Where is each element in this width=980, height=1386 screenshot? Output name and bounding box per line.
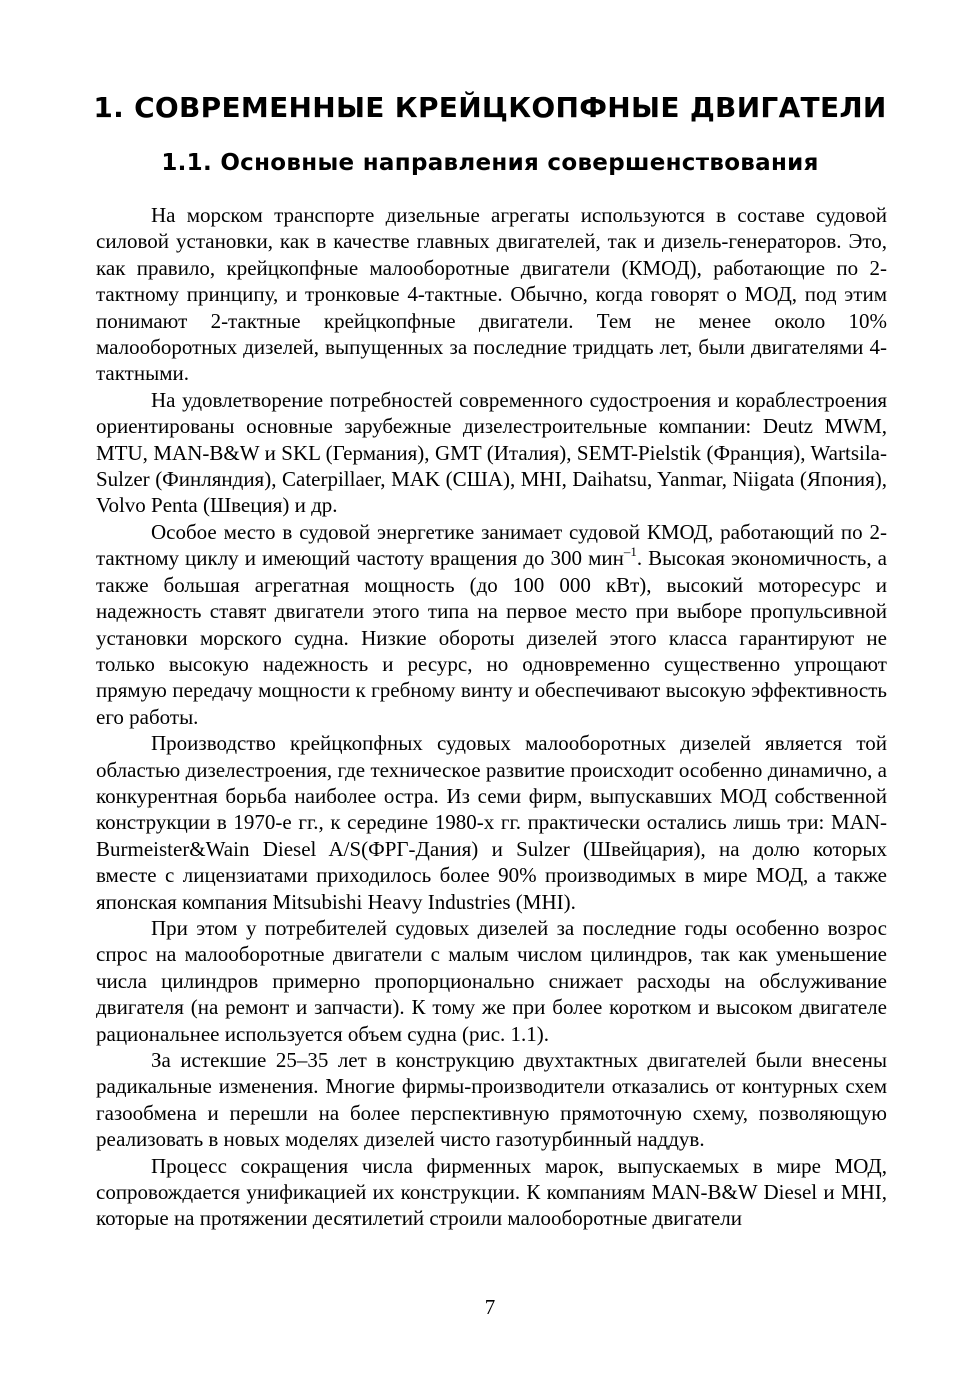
- paragraph-2: На удовлетворение потребностей современного судостроения и кораблестроения ориентированы основные зарубежные дизелестроительные компании: Deutz MWM, MTU, MAN-B&W и SKL (Германия), GMT (Италия), SEMT-Pielstik (Франция), Wartsila-Sulzer (Финляндия), Caterpillaer, MAK (США), MHI, Daihatsu, Yanmar, Niigata (Япония), Volvo Penta (Швеция) и др.: [96, 387, 887, 518]
- paragraph-6: За истекшие 25–35 лет в конструкцию двухтактных двигателей были внесены радикальные изменения. Многие фирмы-производители отказались от контурных схем газообмена и перешли на более перспективную прямоточную схему, позволяющую реализовать в новых моделях дизелей чисто газотурбинный наддув.: [96, 1048, 887, 1152]
- paragraph-7: Процесс сокращения числа фирменных марок, выпускаемых в мире МОД, сопровождается унификацией их конструкции. К компаниям MAN-B&W Diesel и MHI, которые на протяжении десятилетий строили малооборотные двигатели: [96, 1153, 887, 1231]
- paragraph-5: При этом у потребителей судовых дизелей за последние годы особенно возрос спрос на малооборотные двигатели с малым числом цилиндров, так как уменьшение числа цилиндров примерно пропорционально снижает расходы на обслуживание двигателя (на ремонт и запчасти). К тому же при более коротком и высоком двигателе рациональнее используется объем судна (рис. 1.1).: [96, 915, 887, 1046]
- paragraph-1: На морском транспорте дизельные агрегаты используются в составе судовой силовой установки, как в качестве главных двигателей, так и дизель-генераторов. Это, как правило, крейцкопфные малооборотные двигатели (КМОД), работающие по 2-тактному принципу, и тронковые 4-тактные. Обычно, когда говорят о МОД, под этим понимают 2-тактные крейцкопфные двигатели. Тем не менее около 10% малооборотных дизелей, выпущенных за последние тридцать лет, были двигателями 4-тактными.: [96, 203, 887, 386]
- body-text: [96, 202, 887, 1232]
- paragraph-3: [96, 519, 887, 730]
- paragraph-3-part-1: Особое место в судовой энергетике занимает судовой КМОД, работающий по 2-тактному циклу и имеющий частоту вращения до 300 мин: [96, 519, 887, 571]
- paragraph-4: Производство крейцкопфных судовых малооборотных дизелей является той областью дизелестроения, где техническое развитие происходит особенно динамично, а конкурентная борьба наиболее остра. Из семи фирм, выпускавших МОД собственной конструкции в 1970-е гг., к середине 1980-х гг. практически остались лишь три: MAN-Burmeister&Wain Diesel A/S(ФРГ-Дания) и Sulzer (Швейцария), на долю которых вместе с лицензиатами приходилось более 90% производимых в мире МОД, а также японская компания Mitsubishi Heavy Industries (MHI).: [96, 731, 887, 914]
- chapter-title: 1. СОВРЕМЕННЫЕ КРЕЙЦКОПФНЫЕ ДВИГАТЕЛИ: [93, 91, 887, 124]
- page-number: 7: [484, 1295, 496, 1319]
- paragraph-3-part-2: . Высокая экономичность, а также большая агрегатная мощность (до 100 000 кВт), высокий моторесурс и надежность ставят двигатели этого типа на первое место при выборе пропульсивной установки морского судна. Низкие обороты дизелей этого класса гарантируют не только высокую надежность и ресурс, но одновременно существенно упрощают прямую передачу мощности к гребному винту и обеспечивают высокую эффективность его работы.: [96, 546, 887, 729]
- superscript-exponent: –1: [623, 544, 637, 560]
- section-title: 1.1. Основные направления совершенствования: [161, 150, 819, 176]
